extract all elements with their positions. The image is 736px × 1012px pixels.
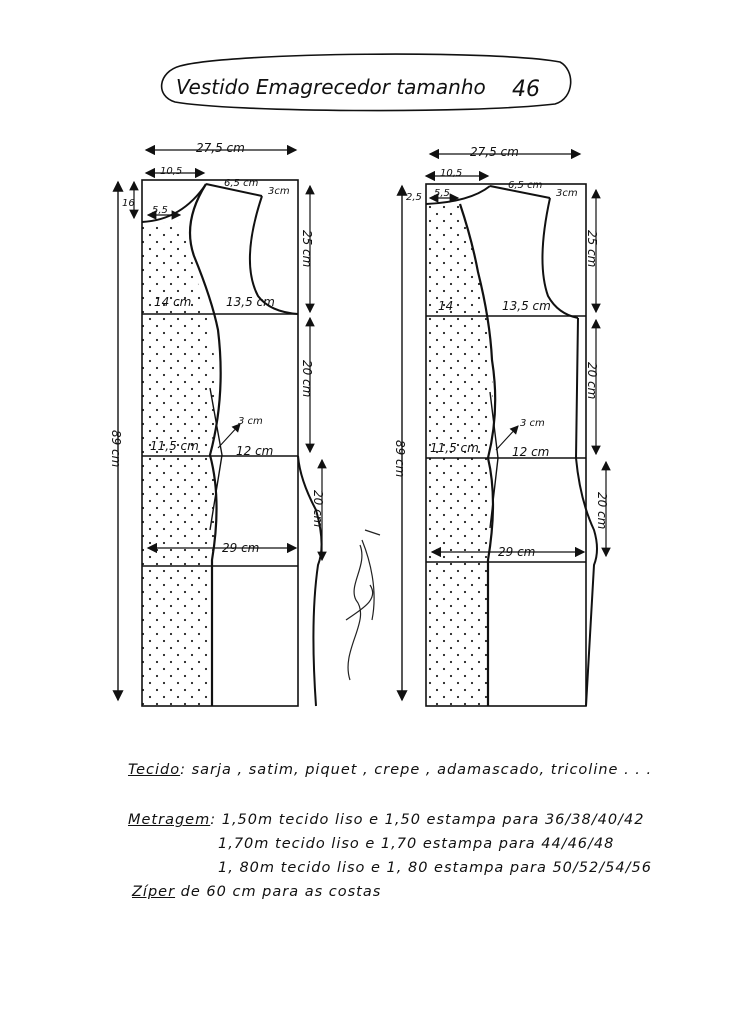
right-armhole-depth: 25 cm — [585, 230, 599, 268]
left-armhole-depth: 25 cm — [300, 230, 314, 268]
metragem-row-2 — [218, 836, 614, 852]
tecido-label: Tecido — [128, 762, 181, 778]
left-waist-drop: 20 cm — [300, 360, 314, 398]
left-neck-width: 10,5 — [160, 166, 183, 177]
metragem-line-1: : 1,50m tecido liso e 1,50 estampa para 36/38/40/42 — [210, 812, 645, 828]
metragem-line-3: 1, 80m tecido liso e 1, 80 estampa para 50/52/54/56 — [218, 860, 652, 876]
left-bust-left: 14 cm — [154, 295, 192, 309]
left-bust-right: 13,5 cm — [226, 295, 275, 309]
metragem-label: Metragem — [128, 812, 211, 828]
pattern-left — [109, 141, 325, 706]
right-waist-right: 12 cm — [512, 445, 550, 459]
left-total-length: 89 cm — [109, 430, 123, 468]
ziper-label: Zíper — [132, 884, 176, 900]
title-banner — [162, 54, 571, 110]
left-neck-drop: 16 — [122, 198, 135, 209]
left-dart: 3 cm — [238, 416, 263, 427]
tecido-row — [128, 762, 652, 778]
left-top-width: 27,5 cm — [196, 141, 245, 155]
right-neck-drop: 2,5 — [406, 192, 422, 203]
left-waist-right: 12 cm — [236, 444, 274, 458]
right-bust-left: 14 — [438, 299, 454, 313]
left-shoulder-drop: 3cm — [268, 186, 290, 197]
metragem-row-1 — [128, 812, 644, 828]
right-dart: 3 cm — [520, 418, 545, 429]
right-total-length: 89 cm — [393, 440, 407, 478]
title-text: Vestido Emagrecedor tamanho — [176, 75, 486, 99]
right-waist-left: 11,5 cm — [430, 441, 479, 455]
signature-scribble — [346, 530, 380, 680]
ziper-row — [132, 884, 381, 900]
title-size: 46 — [512, 77, 540, 102]
right-neck-width: 10,5 — [440, 168, 463, 179]
right-shoulder: 6,5 cm — [508, 180, 543, 191]
ziper-text: de 60 cm para as costas — [175, 884, 382, 900]
right-hip-drop: 20 cm — [595, 492, 609, 530]
left-hip-width: 29 cm — [222, 541, 260, 555]
right-top-width: 27,5 cm — [470, 145, 519, 159]
left-neck-inner: 5,5 — [152, 205, 168, 216]
metragem-line-2: 1,70m tecido liso e 1,70 estampa para 44/46/48 — [218, 836, 615, 852]
right-waist-drop: 20 cm — [585, 362, 599, 400]
left-hip-drop: 20 cm — [311, 490, 325, 528]
tecido-text: : sarja , satim, piquet , crepe , adamascado, tricoline . . . — [180, 762, 653, 778]
right-hip-width: 29 cm — [498, 545, 536, 559]
pattern-right — [393, 145, 609, 706]
right-bust-right: 13,5 cm — [502, 299, 551, 313]
left-shoulder: 6,5 cm — [224, 178, 259, 189]
right-shoulder-drop: 3cm — [556, 188, 578, 199]
left-waist-left: 11,5 cm — [150, 439, 199, 453]
metragem-row-3 — [218, 860, 652, 876]
right-neck-inner: 5,5 — [434, 188, 450, 199]
